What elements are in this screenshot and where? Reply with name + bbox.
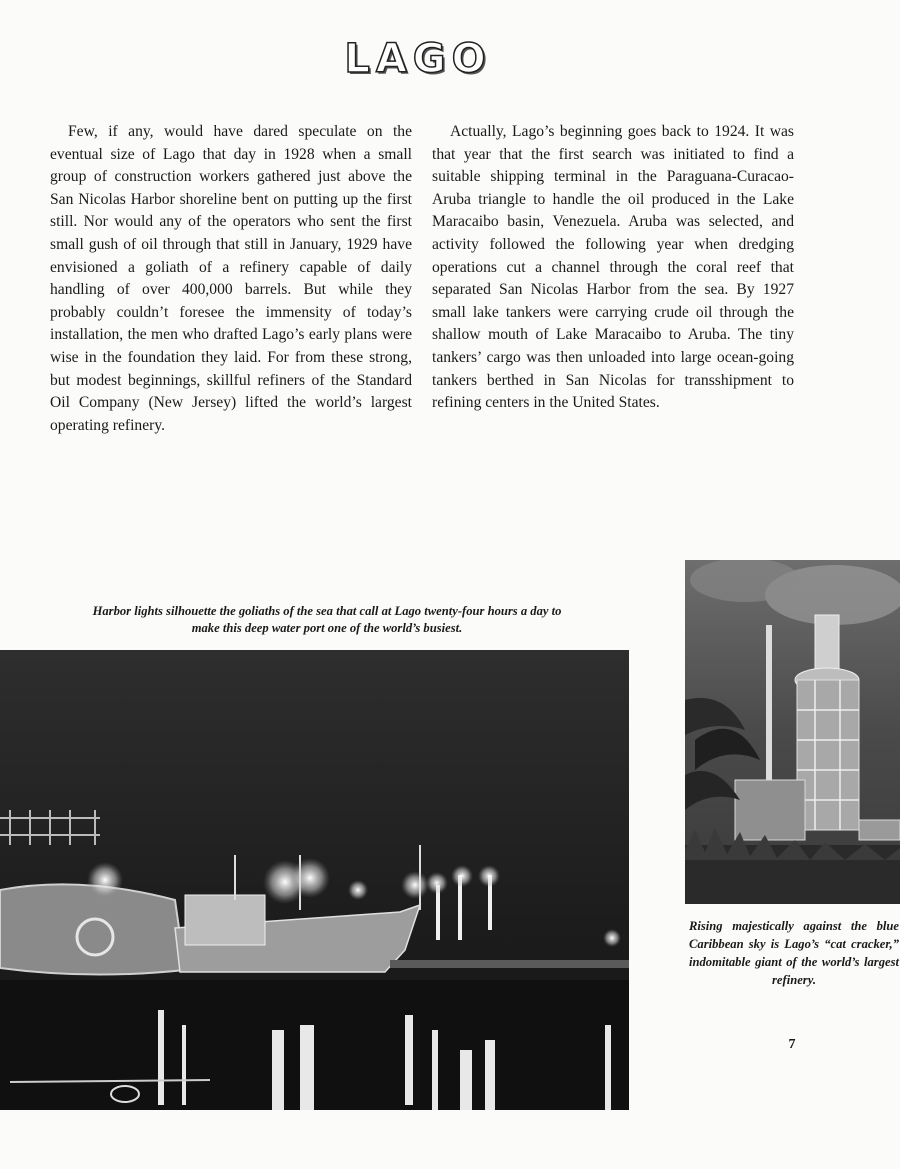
refinery-cat-cracker-photo (685, 560, 900, 904)
harbor-night-photo (0, 650, 629, 1110)
harbor-photo-caption: Harbor lights silhouette the goliaths of the sea that call at Lago twenty-four hours a day to make this deep water port one of the world’s busiest. (92, 604, 562, 635)
refinery-photo-caption: Rising majestically against the blue Caribbean sky is Lago’s “cat cracker,” indomitable giant of the world’s largest refinery. (689, 919, 899, 987)
article-left-column (50, 121, 412, 437)
right-column-paragraph: Actually, Lago’s beginning goes back to 1924. It was that year that the first search was initiated to find a suitable shipping terminal in the Paraguana-Curacao-Aruba triangle to handle the oil produced in the Lake Maracaibo basin, Venezuela. Aruba was selected, and activity followed the following year when dredging operations cut a channel through the coral reef that separated San Nicolas Harbor from the sea. By 1927 small lake tankers were carrying crude oil through the shallow mouth of Lake Maracaibo to Aruba. The tiny tankers’ cargo was then unloaded into large ocean-going tankers berthed in San Nicolas for transshipment to refining centers in the United States. (432, 123, 794, 412)
left-column-paragraph: Few, if any, would have dared speculate on the eventual size of Lago that day in 1928 when a small group of construction workers gathered just above the San Nicolas Harbor shoreline bent on putting up the first still. Nor would any of the operators who sent the first small gush of oil through that still in January, 1929 have envisioned a goliath of a refinery capable of daily handling of over 400,000 barrels. But while they probably couldn’t foresee the immensity of today’s installation, the men who drafted Lago’s early plans were wise in the foundation they laid. For from these strong, but modest beginnings, skillful refiners of the Standard Oil Company (New Jersey) lifted the world’s largest operating refinery. (50, 123, 412, 434)
page-title: LAGO (344, 36, 492, 82)
page-number: 7 (788, 1037, 796, 1052)
article-right-column (432, 121, 794, 415)
